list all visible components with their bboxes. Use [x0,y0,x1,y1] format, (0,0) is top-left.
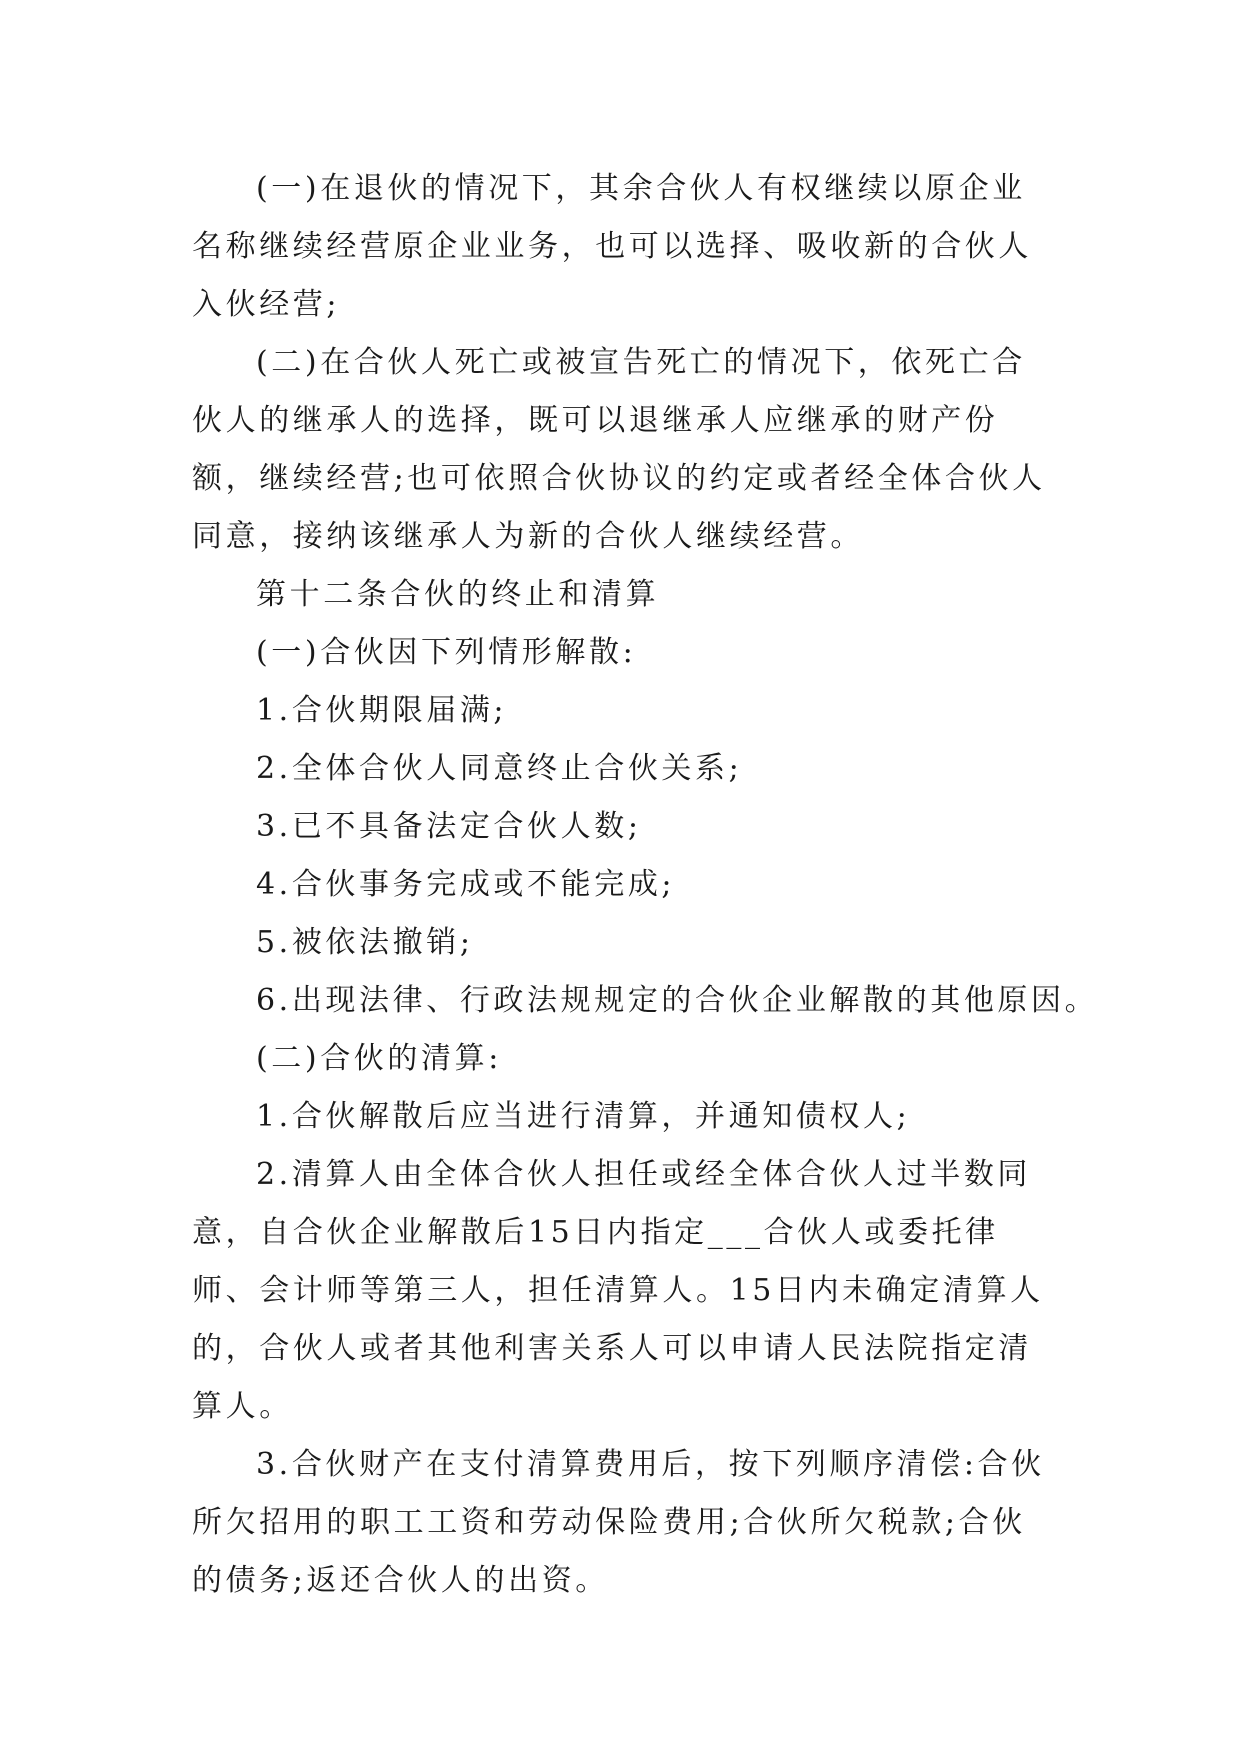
section-heading-article-12: 第十二条合伙的终止和清算 [256,577,660,612]
list-item-dissolution-2: 2.全体合伙人同意终止合伙关系; [256,751,743,786]
paragraph-dissolution-intro: (一)合伙因下列情形解散: [256,635,637,670]
list-item-liquidation-3: 3.合伙财产在支付清算费用后，按下列顺序清偿:合伙所欠招用的职工工资和劳动保险费用;合伙所欠税款;合伙的债务;返还合伙人的出资。 [192,1447,1045,1598]
document-body [192,160,1099,1610]
paragraph-death-clause: (二)在合伙人死亡或被宣告死亡的情况下，依死亡合伙人的继承人的选择，既可以退继承人应继承的财产份额，继续经营;也可依照合伙协议的约定或者经全体合伙人同意，接纳该继承人为新的合伙人继续经营。 [192,345,1046,554]
paragraph-withdrawal-clause: (一)在退伙的情况下，其余合伙人有权继续以原企业名称继续经营原企业业务，也可以选择、吸收新的合伙人入伙经营; [192,171,1032,322]
list-item-dissolution-5: 5.被依法撤销; [256,925,474,960]
list-item-dissolution-3: 3.已不具备法定合伙人数; [256,809,642,844]
list-item-dissolution-4: 4.合伙事务完成或不能完成; [256,867,676,902]
list-item-liquidation-2: 2.清算人由全体合伙人担任或经全体合伙人过半数同意，自合伙企业解散后15日内指定___合伙人或委托律师、会计师等第三人，担任清算人。15日内未确定清算人的，合伙人或者其他利害关系人可以申请人民法院指定清算人。 [192,1157,1044,1424]
list-item-dissolution-1: 1.合伙期限届满; [256,693,508,728]
list-item-dissolution-6: 6.出现法律、行政法规规定的合伙企业解散的其他原因。 [256,983,1099,1018]
paragraph-liquidation-intro: (二)合伙的清算: [256,1041,502,1076]
list-item-liquidation-1: 1.合伙解散后应当进行清算，并通知债权人; [256,1099,911,1134]
